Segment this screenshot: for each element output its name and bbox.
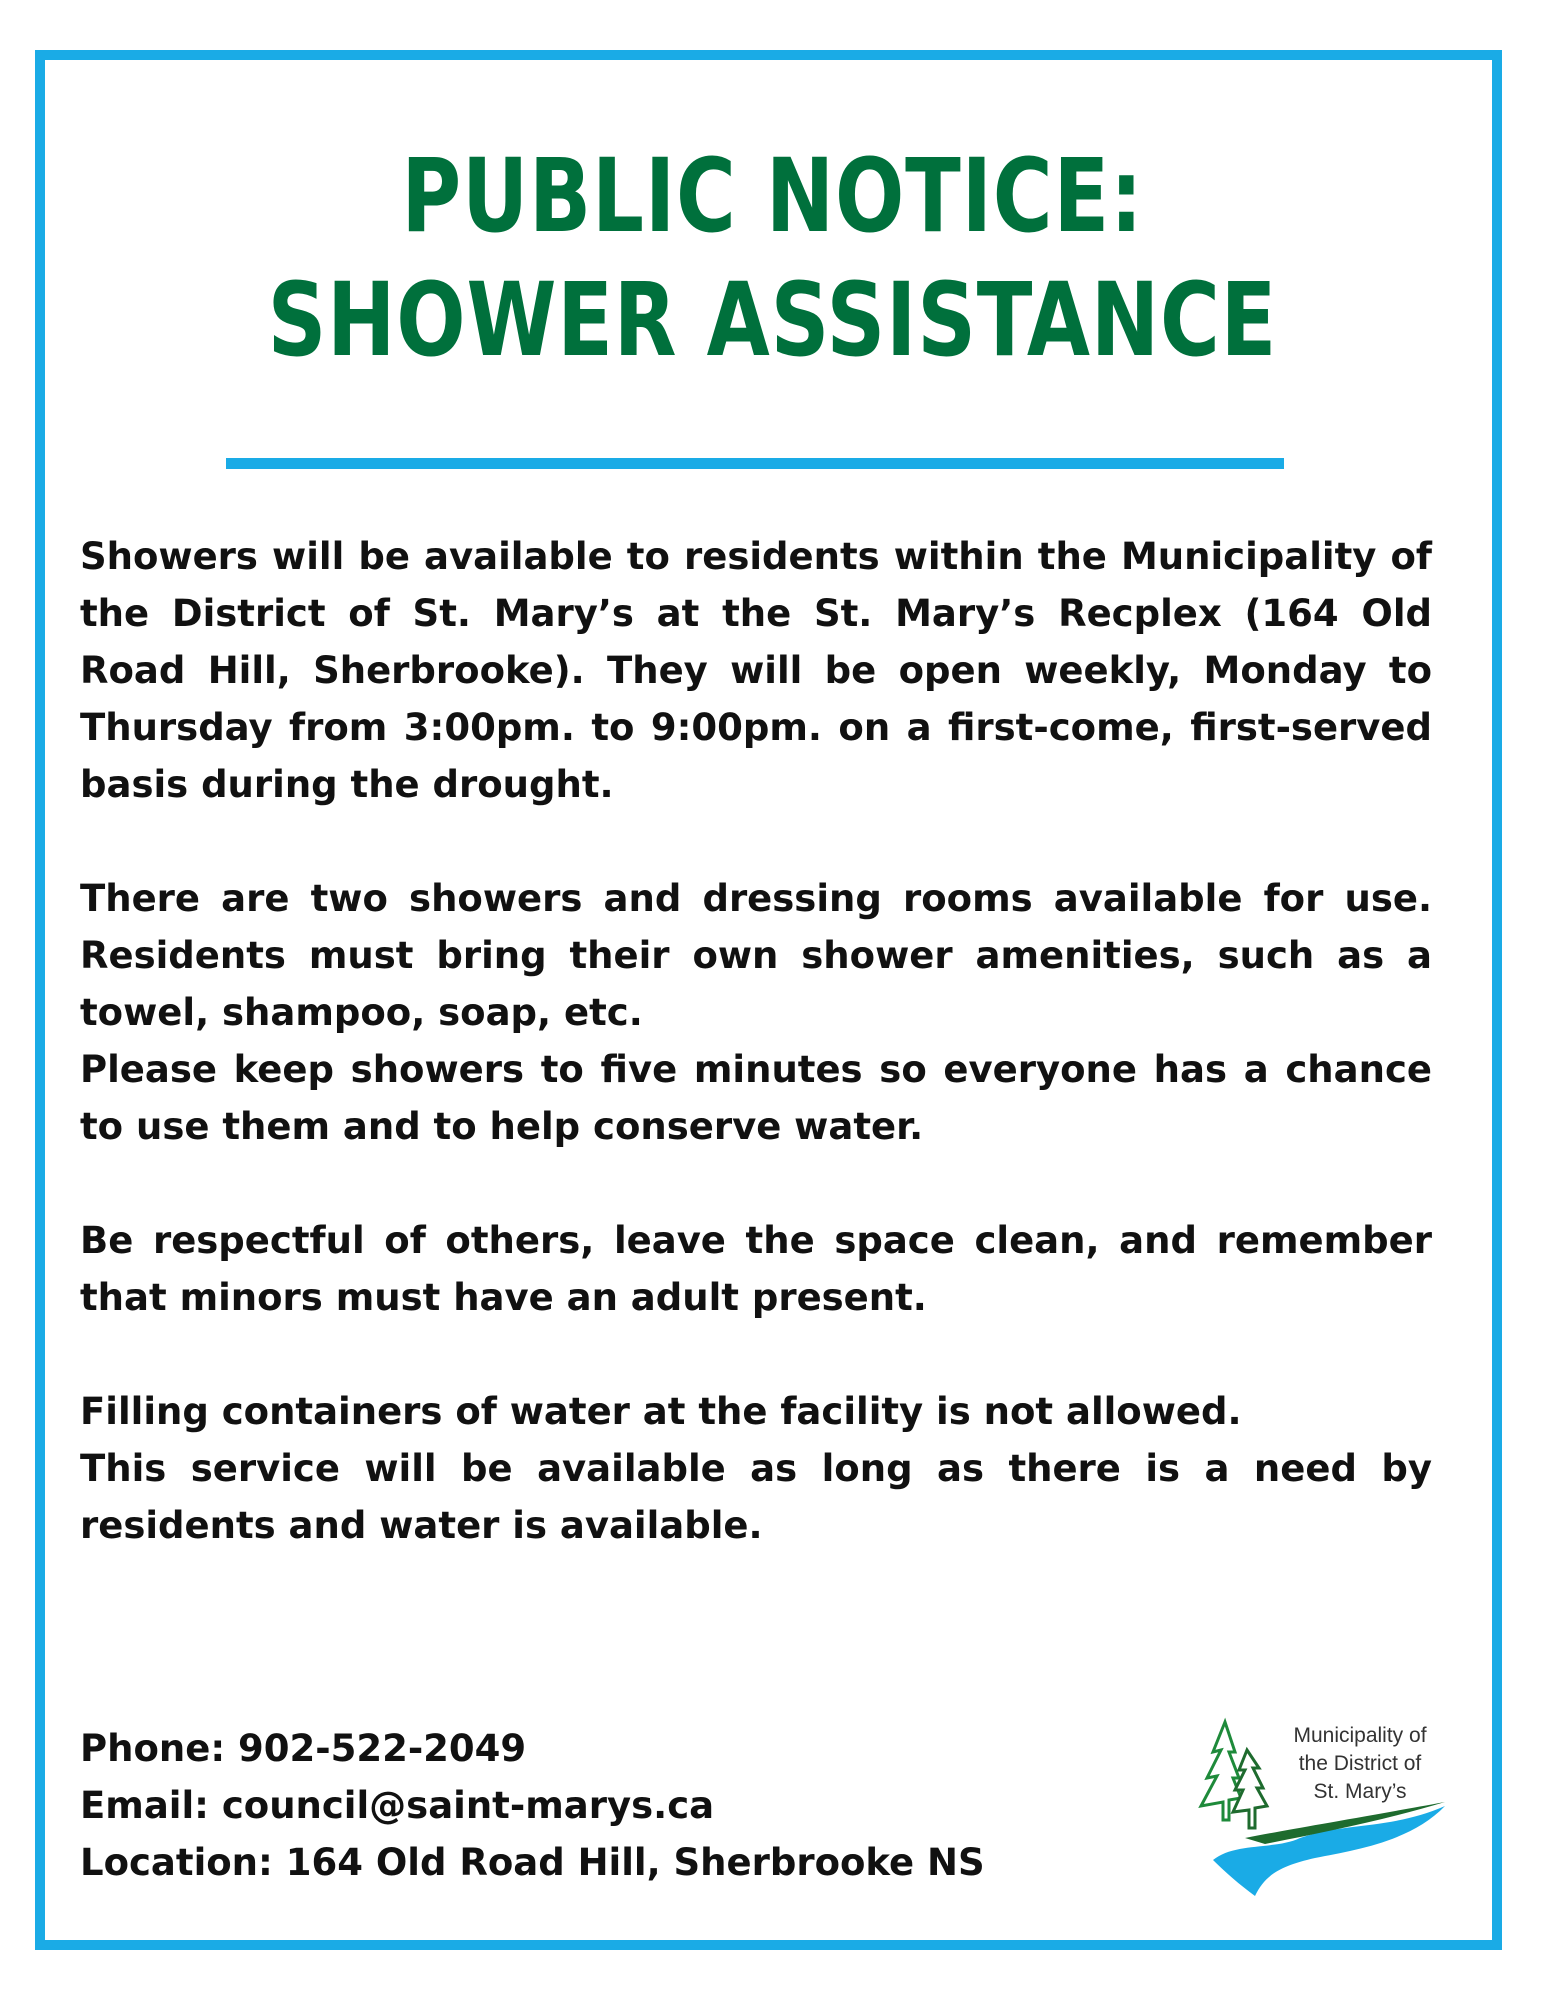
paragraph-containers: Filling containers of water at the facility is not allowed.	[80, 1390, 1242, 1433]
paragraph-duration: This service will be available as long as there is a need by residents and water is available.	[80, 1447, 1432, 1547]
paragraph-availability: Showers will be available to residents within the Municipality of the District of St. Mary’s at the St. Mary’s Recplex (164 Old Road Hill, Sherbrooke). They will be open weekly, Monday to Thursday from 3:00pm. to 9:00pm. on a first-come, first-served basis during the drought.	[80, 535, 1432, 806]
notice-title	[154, 135, 1390, 383]
contact-email: Email: council@saint-marys.ca	[80, 1784, 715, 1827]
contact-info	[80, 1720, 985, 1891]
paragraph-facilities: There are two showers and dressing rooms available for use. Residents must bring their own shower amenities, such as a towel, shampoo, soap, etc.	[80, 877, 1432, 1034]
title-line-2: SHOWER ASSISTANCE	[267, 261, 1278, 380]
title-divider	[226, 458, 1284, 469]
paragraph-conduct: Be respectful of others, leave the space clean, and remember that minors must have an adult present.	[80, 1219, 1432, 1319]
title-line-1: PUBLIC NOTICE:	[401, 137, 1144, 256]
municipality-logo	[1195, 1710, 1455, 1900]
notice-body	[80, 528, 1432, 1554]
paragraph-time-limit: Please keep showers to five minutes so everyone has a chance to use them and to help conserve water.	[80, 1048, 1432, 1148]
contact-location: Location: 164 Old Road Hill, Sherbrooke NS	[80, 1841, 985, 1884]
logo-text	[1270, 1722, 1450, 1806]
logo-line-1: Municipality of	[1293, 1724, 1427, 1747]
logo-line-3: St. Mary’s	[1313, 1780, 1407, 1803]
logo-line-2: the District of	[1298, 1752, 1422, 1775]
contact-phone: Phone: 902-522-2049	[80, 1727, 527, 1770]
